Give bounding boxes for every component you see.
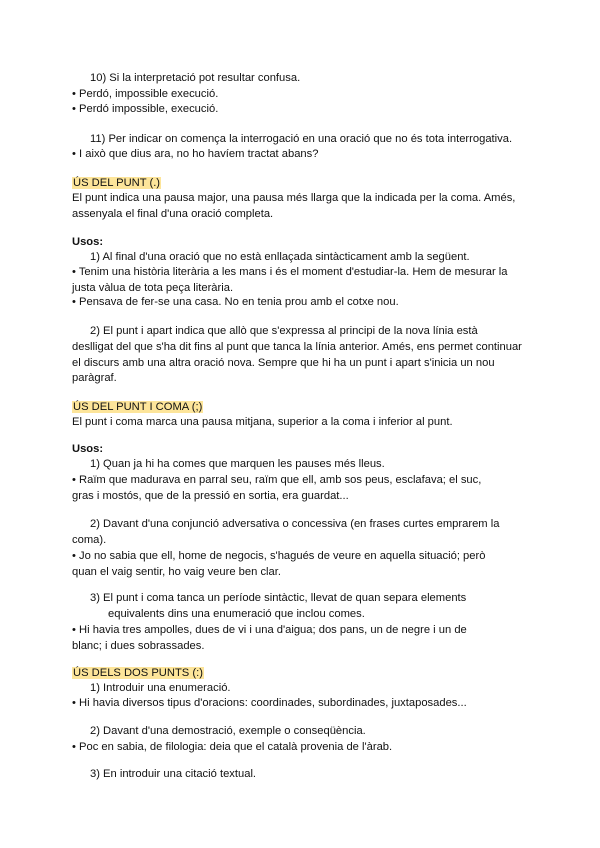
line-text: Usos: — [72, 443, 104, 455]
line-text: • Perdó, impossible execució. — [72, 88, 219, 100]
line-text: 1) Introduir una enumeració. — [90, 682, 231, 694]
text-line — [72, 564, 281, 580]
text-line — [72, 355, 495, 371]
text-line — [72, 146, 318, 162]
usage-heading — [72, 234, 103, 250]
text-line — [90, 723, 366, 739]
text-line — [90, 680, 231, 696]
line-text: 11) Per indicar on comença la interrogació en una oració que no és tota interrogativa. — [90, 133, 513, 145]
line-text: • Hi havia diversos tipus d'oracions: coordinades, subordinades, juxtaposades... — [72, 697, 467, 709]
text-line — [108, 606, 365, 622]
line-text: 3) El punt i coma tanca un període sintàctic, llevat de quan separa elements — [90, 592, 467, 604]
text-line — [72, 548, 485, 564]
line-text: gras i mostós, que de la pressió en sortia, era guardat... — [72, 490, 349, 502]
line-text: • Raïm que madurava en parral seu, raïm que ell, amb sos peus, esclafava; el suc, — [72, 474, 482, 486]
line-text: 2) Davant d'una demostració, exemple o conseqüència. — [90, 725, 366, 737]
text-line — [72, 488, 349, 504]
line-text: ÚS DEL PUNT (.) — [73, 177, 161, 189]
line-text: justa vàlua de tota peça literària. — [72, 282, 234, 294]
text-line — [90, 249, 470, 265]
line-text: • Perdó impossible, execució. — [72, 103, 219, 115]
text-line — [90, 766, 256, 782]
text-line — [72, 739, 392, 755]
text-line — [90, 131, 512, 147]
section-heading — [72, 175, 161, 191]
text-line — [72, 190, 515, 206]
text-line — [90, 590, 466, 606]
line-text: el discurs amb una altra oració nova. Sempre que hi ha un punt i apart s'inicia un nou — [72, 357, 495, 369]
text-line — [72, 622, 467, 638]
text-line — [72, 414, 453, 430]
line-text: • Hi havia tres ampolles, dues de vi i una d'aigua; dos pans, un de negre i un de — [72, 624, 467, 636]
text-line — [90, 456, 385, 472]
text-line — [72, 264, 508, 280]
text-line — [72, 339, 522, 355]
usage-heading — [72, 441, 103, 457]
line-text: assenyala el final d'una oració completa. — [72, 208, 274, 220]
line-text: deslligat del que s'ha dit fins al punt que tanca la línia anterior. Amés, ens permet continuar — [72, 341, 522, 353]
text-line — [90, 516, 499, 532]
line-text: El punt indica una pausa major, una pausa més llarga que la indicada per la coma. Amés, — [72, 192, 516, 204]
text-line — [72, 86, 218, 102]
text-line — [72, 532, 106, 548]
text-line — [72, 101, 218, 117]
text-line — [72, 206, 273, 222]
line-text: Usos: — [72, 236, 104, 248]
line-text: • Jo no sabia que ell, home de negocis, s'hagués de veure en aquella situació; però — [72, 550, 486, 562]
line-text: paràgraf. — [72, 372, 117, 384]
line-text: equivalents dins una enumeració que inclou comes. — [108, 608, 365, 620]
line-text: El punt i coma marca una pausa mitjana, superior a la coma i inferior al punt. — [72, 416, 453, 428]
line-text: blanc; i dues sobrassades. — [72, 640, 205, 652]
line-text: quan el vaig sentir, ho vaig veure ben clar. — [72, 566, 281, 578]
line-text: ÚS DEL PUNT I COMA (;) — [73, 401, 203, 413]
section-heading — [72, 399, 203, 415]
line-text: • Tenim una història literària a les mans i és el moment d'estudiar-la. Hem de mesurar la — [72, 266, 508, 278]
text-line — [72, 695, 467, 711]
line-text: 2) Davant d'una conjunció adversativa o concessiva (en frases curtes emprarem la — [90, 518, 500, 530]
line-text: 2) El punt i apart indica que allò que s'expressa al principi de la nova línia està — [90, 325, 478, 337]
text-line — [72, 472, 481, 488]
text-line — [90, 323, 478, 339]
line-text: • I això que dius ara, no ho havíem tractat abans? — [72, 148, 319, 160]
text-line — [72, 370, 117, 386]
text-line — [72, 294, 399, 310]
line-text: 3) En introduir una citació textual. — [90, 768, 257, 780]
line-text: 1) Al final d'una oració que no està enllaçada sintàcticament amb la següent. — [90, 251, 470, 263]
text-line — [72, 638, 204, 654]
text-line — [90, 70, 300, 86]
line-text: coma). — [72, 534, 107, 546]
line-text: 1) Quan ja hi ha comes que marquen les pauses més lleus. — [90, 458, 385, 470]
line-text: 10) Si la interpretació pot resultar confusa. — [90, 72, 301, 84]
section-heading — [72, 665, 204, 681]
line-text: • Poc en sabia, de filologia: deia que el català provenia de l'àrab. — [72, 741, 393, 753]
line-text: • Pensava de fer-se una casa. No en tenia prou amb el cotxe nou. — [72, 296, 399, 308]
line-text: ÚS DELS DOS PUNTS (:) — [73, 667, 203, 679]
